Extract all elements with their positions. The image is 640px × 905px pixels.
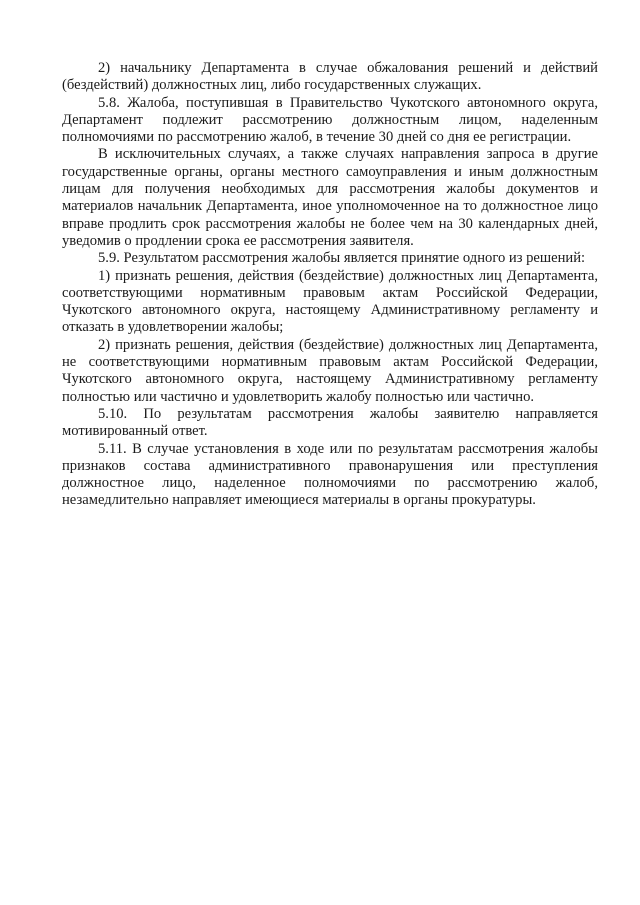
paragraph-decision-2-satisfy: 2) признать решения, действия (бездействие) должностных лиц Департамента, не соответствующими нормативным правовым актам Российской Федерации, Чукотского автономного округа, настоящему Административному регламенту полностью или частично и удовлетворить жалобу полностью или частично. (62, 336, 598, 405)
paragraph-5-9-review-result: 5.9. Результатом рассмотрения жалобы является принятие одного из решений: (98, 250, 586, 267)
paragraph-5-10-reasoned-answer: 5.10. По результатам рассмотрения жалобы заявителю направляется мотивированный ответ. (62, 405, 598, 440)
paragraph-item-2-head-of-department: 2) начальнику Департамента в случае обжалования решений и действий (бездействий) должностных лиц, либо государственных служащих. (62, 60, 598, 94)
paragraph-term-extension: В исключительных случаях, а также случаях направления запроса в другие государственные органы, органы местного самоуправления и иным должностным лицам для получения необходимых для рассмотрения жалобы документов и материалов начальник Департамента, иное уполномоченное на то должностное лицо вправе продлить срок рассмотрения жалобы не более чем на 30 календарных дней, уведомив о продлении срока ее рассмотрения заявителя. (62, 146, 598, 249)
paragraph-5-11-prosecution-referral: 5.11. В случае установления в ходе или по результатам рассмотрения жалобы признаков состава административного правонарушения или преступления должностное лицо, наделенное полномочиями по рассмотрению жалоб, незамедлительно направляет имеющиеся материалы в органы прокуратуры. (62, 440, 598, 509)
paragraph-5-8-complaint-review-term: 5.8. Жалоба, поступившая в Правительство Чукотского автономного округа, Департамент подлежит рассмотрению должностным лицом, наделенным полномочиями по рассмотрению жалоб, в течение 30 дней со дня ее регистрации. (62, 94, 598, 146)
document-body (62, 60, 598, 510)
paragraph-decision-1-reject: 1) признать решения, действия (бездействие) должностных лиц Департамента, соответствующими нормативным правовым актам Российской Федерации, Чукотского автономного округа, настоящему Административному регламенту и отказать в удовлетворении жалобы; (62, 267, 598, 336)
